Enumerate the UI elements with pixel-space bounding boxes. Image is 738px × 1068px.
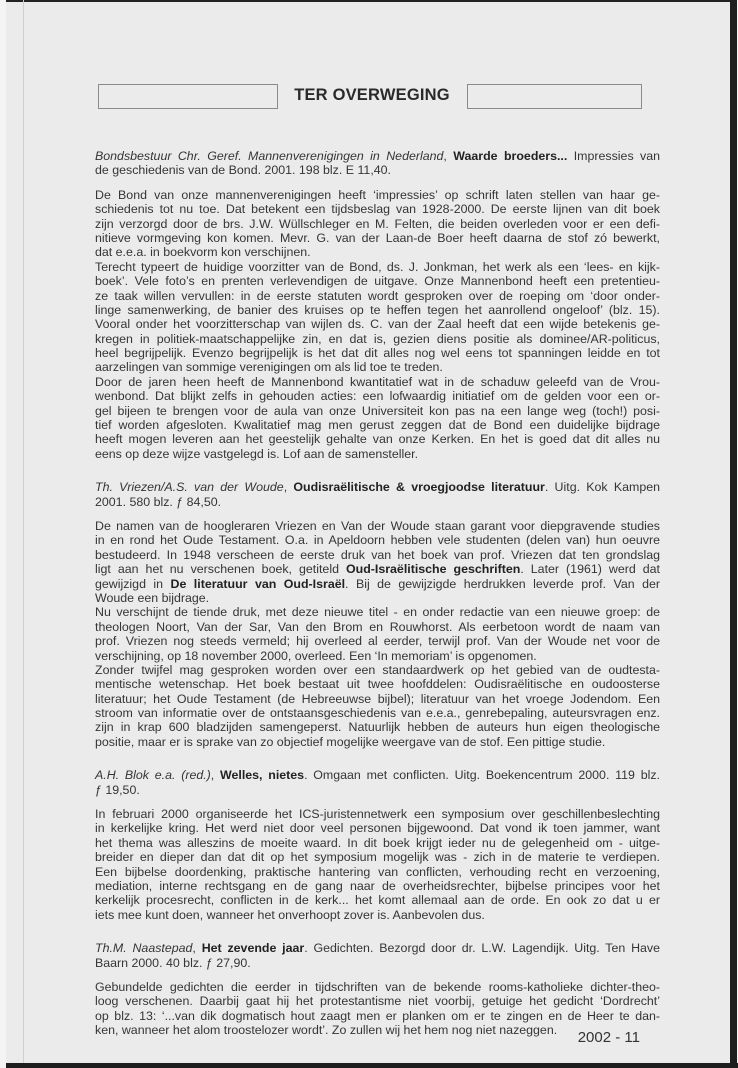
review-paragraph [95, 605, 660, 663]
text-line: Nu verschijnt de tiende druk, met deze nieuwe titel - en onder redactie van een nieuwe groep: de [95, 605, 660, 620]
author-name: Th. Vriezen/A.S. van der Woude [95, 480, 284, 495]
text-line: heeft mogen leveren aan het geestelijk gehalte van onze Kerken. En het is goed dat dit alles nu [95, 432, 660, 447]
text-line: iets mee kunt doen, wanneer het onverhoopt zover is. Aanbevolen dus. [95, 907, 485, 922]
text-line: boek’. Vele foto’s en prenten verlevendigen de uitgave. Onze Mannenbond heeft een pretentieu- [95, 274, 660, 289]
book-citation [95, 480, 660, 509]
review-entry [95, 480, 660, 749]
text-segment: , [210, 768, 221, 783]
review-entry [95, 941, 660, 1037]
text-line: zijn verzorgd door de brs. J.W. Wüllschleger en M. Felten, die beiden overleden voor er een defi- [95, 216, 660, 231]
text-line: eens op deze wijze vastgelegd is. Lof aan de samensteller. [95, 446, 419, 461]
text-segment: gewijzigd in [95, 576, 171, 591]
review-paragraph [95, 663, 660, 749]
text-line: Vooral onder het voorzitterschap van wijlen ds. C. van der Zaal heeft dat een wijde betekenis ge- [95, 317, 660, 332]
book-citation [95, 149, 660, 178]
text-line: in en rond het Oude Testament. O.a. in Apeldoorn hebben vele studenten (delen van) hun oeuvre [95, 533, 660, 548]
text-line: het thema was alleszins de moeite waard. In dit boek krijgt ieder nu de gelegenheid om - uitge- [95, 835, 660, 850]
book-title: Het zevende jaar [201, 941, 305, 956]
reviews-column [95, 149, 660, 1056]
text-line: prof. Vriezen nog steeds vermeld; hij overleed al eerder, terwijl prof. Van der Woude net voor de [95, 634, 660, 649]
text-segment: . Later (1961) werd dat [520, 562, 660, 577]
text-line: ken, wanneer het alom troostelozer wordt’. Zo zullen wij het hem nog niet nazeggen. [95, 1023, 558, 1038]
text-line: verschijning, op 18 november 2000, overleed. Een ‘In memoriam’ is opgenomen. [95, 648, 537, 663]
review-paragraph [95, 519, 660, 605]
text-line: Gebundelde gedichten die eerder in tijdschriften van de bekende rooms-katholieke dichter-theo- [95, 979, 660, 994]
book-title: Oud-Israëlitische geschriften [345, 562, 521, 577]
author-name: A.H. Blok e.a. (red.) [95, 768, 211, 783]
book-citation [95, 768, 660, 797]
author-name: Bondsbestuur Chr. Geref. Mannenverenigingen in Nederland [95, 149, 444, 163]
review-paragraph [95, 188, 660, 260]
citation-line [95, 149, 660, 163]
text-line: literatuur; het Oude Testament (de Hebreeuwse bijbel); literatuur van het vroege Jodendom. Een [95, 691, 660, 706]
citation-line [95, 941, 660, 955]
citation-line: Baarn 2000. 40 blz. ƒ 27,90. [95, 955, 251, 970]
text-line [95, 562, 660, 576]
book-title: De literatuur van Oud-Israël [170, 576, 346, 591]
citation-line: 2001. 580 blz. ƒ 84,50. [95, 494, 222, 509]
text-line: linge samenwerking, de banier des kruises op te heffen tegen het aanrollend ongeloof’ (blz. 15). [95, 302, 660, 317]
text-line: aarzelingen van sommige verenigingen om als lid toe te treden. [95, 360, 443, 375]
text-line: Een bijbelse doordenking, praktische hantering van conflicten, verhouding recht en verzoening, [95, 864, 660, 879]
citation-line [95, 768, 660, 782]
text-line: bestudeerd. In 1948 verscheen de eerste druk van het boek van prof. Vriezen dat ten grondslag [95, 547, 660, 562]
text-segment: , [283, 480, 294, 495]
citation-line: de geschiedenis van de Bond. 2001. 198 blz. E 11,40. [95, 163, 391, 178]
text-line: dat e.e.a. in boekvorm kon verschijnen. [95, 245, 311, 260]
page-number: 2002 - 11 [577, 1029, 640, 1046]
text-line: stroom van informatie over de ontstaansgeschiedenis van e.e.a., genrebepaling, auteursvragen enz. [95, 706, 660, 721]
book-citation [95, 941, 660, 970]
book-title: Waarde broeders... [453, 149, 568, 163]
text-line: De Bond van onze mannenverenigingen heeft ‘impressies’ op schrift laten stellen van haar ge- [95, 187, 660, 202]
text-line: kregen in politiek-maatschappelijke zin, en dat is, gezien diens positie als dominee/AR-politicus, [95, 331, 660, 346]
header-box-left [98, 84, 278, 109]
text-segment: , [443, 149, 454, 163]
review-paragraph [95, 375, 660, 461]
text-segment: . Bij de gewijzigde herdrukken leverde prof. Van der [345, 576, 660, 591]
scan-border-right [730, 0, 737, 1068]
text-segment: . Uitg. Kok Kampen [544, 480, 661, 495]
text-segment: . Omgaan met conflicten. Uitg. Boekencentrum 2000. 119 blz. [304, 768, 660, 783]
citation-line [95, 480, 660, 494]
scan-border-bottom [6, 1063, 738, 1068]
section-title: TER OVERWEGING [294, 86, 450, 104]
review-entry [95, 149, 660, 461]
book-title: Welles, nietes [220, 768, 305, 783]
text-line: De namen van de hoogleraren Vriezen en Van der Woude staan garant voor diepgravende studies [95, 518, 660, 533]
text-line: theologen Noort, Van der Sar, Van den Brom en Rouwhorst. Als eerbetoon wordt de naam van [95, 619, 660, 634]
text-line: Woude een bijdrage. [95, 590, 210, 605]
text-line: loog verschenen. Daarbij gaat hij het protestantisme niet voorbij, getuige het gedicht ‘Dordrecht’ [95, 994, 660, 1009]
text-line: positie, maar er is sprake van zo objectief mogelijke weergave van de stof. Een pittige studie. [95, 734, 606, 749]
text-line: wenbond. Dat blijkt zelfs in gehouden acties: een lofwaardig initiatief om de gelden voor een or- [95, 389, 660, 404]
text-segment: , [192, 941, 202, 956]
text-line: Door de jaren heen heeft de Mannenbond kwantitatief wat in de schaduw geleefd van de Vrou- [95, 374, 660, 389]
text-segment: Impressies van [567, 149, 661, 163]
text-line: Zonder twijfel mag gesproken worden over een standaardwerk op het gebied van de oudtesta- [95, 662, 660, 677]
text-line: kerkelijk procesrecht, conflicten in de kerk... het komt allemaal aan de orde. En ook zo dat u er [95, 893, 660, 908]
text-line: schiedenis tot nu toe. Dat betekent een tijdsbeslag van 1928-2000. De eerste lijnen van dit boek [95, 202, 660, 217]
text-line: in kerkelijke kring. Het werd niet door veel personen bijgewoond. Dat vond ik toen jammer, want [95, 821, 660, 836]
text-line: heel begrijpelijk. Evenzo begrijpelijk is het dat dit alles nog wel eens tot spanningen leidde en tot [95, 346, 660, 361]
book-title: Oudisraëlitische & vroegjoodse literatuur [293, 480, 545, 495]
review-entry [95, 768, 660, 922]
text-line: op blz. 13: ‘...van dik dogmatisch hout zaagt men er planken om er te zingen en de Heer te dan- [95, 1008, 660, 1023]
text-line: zijn in krap 600 bladzijden samengeperst. Natuurlijk hebben de auteurs hun eigen theologische [95, 720, 660, 735]
text-line: nitieve vormgeving kon komen. Mevr. G. van der Laan-de Boer heeft daarna de stof zó bewerkt, [95, 230, 660, 245]
text-line: Terecht typeert de huidige voorzitter van de Bond, ds. J. Jonkman, het werk als een ‘lees- en kijk- [95, 259, 660, 274]
text-line: In februari 2000 organiseerde het ICS-juristennetwerk een symposium over geschillenbeslechting [95, 807, 660, 822]
text-segment: . Gedichten. Bezorgd door dr. L.W. Lagendijk. Uitg. Ten Have [304, 941, 661, 956]
text-segment: ligt aan het nu verschenen boek, getiteld [95, 562, 346, 577]
review-paragraph [95, 807, 660, 922]
review-paragraph [95, 260, 660, 375]
text-line: gel bijeen te brengen voor de aula van onze Universiteit kon pas na een lange weg (toch!) posi- [95, 403, 660, 418]
text-line: mediation, interne rechtsgang en de gang naar de overheidsrechter, bijbelse principes voor het [95, 878, 660, 893]
citation-line: ƒ 19,50. [95, 782, 140, 797]
text-line [95, 577, 660, 591]
text-line: tief worden afgesloten. Kwalitatief mag men gerust zeggen dat de Bond een duidelijke bijdrage [95, 418, 660, 433]
text-line: breider en dieper dan dat dit op het symposium mogelijk was - zich in de materie te verdiepen. [95, 850, 660, 865]
header-box-right [467, 84, 642, 109]
author-name: Th.M. Naastepad [95, 941, 193, 956]
text-line: mentische wetenschap. Het boek bestaat uit twee hoofddelen: Oudisraëlitische en oudoosterse [95, 677, 660, 692]
text-line: ze taak willen vervullen: in de eerste statuten wordt gesproken over de roeping om ‘door onder- [95, 288, 660, 303]
binding-fold-line [23, 0, 24, 1065]
